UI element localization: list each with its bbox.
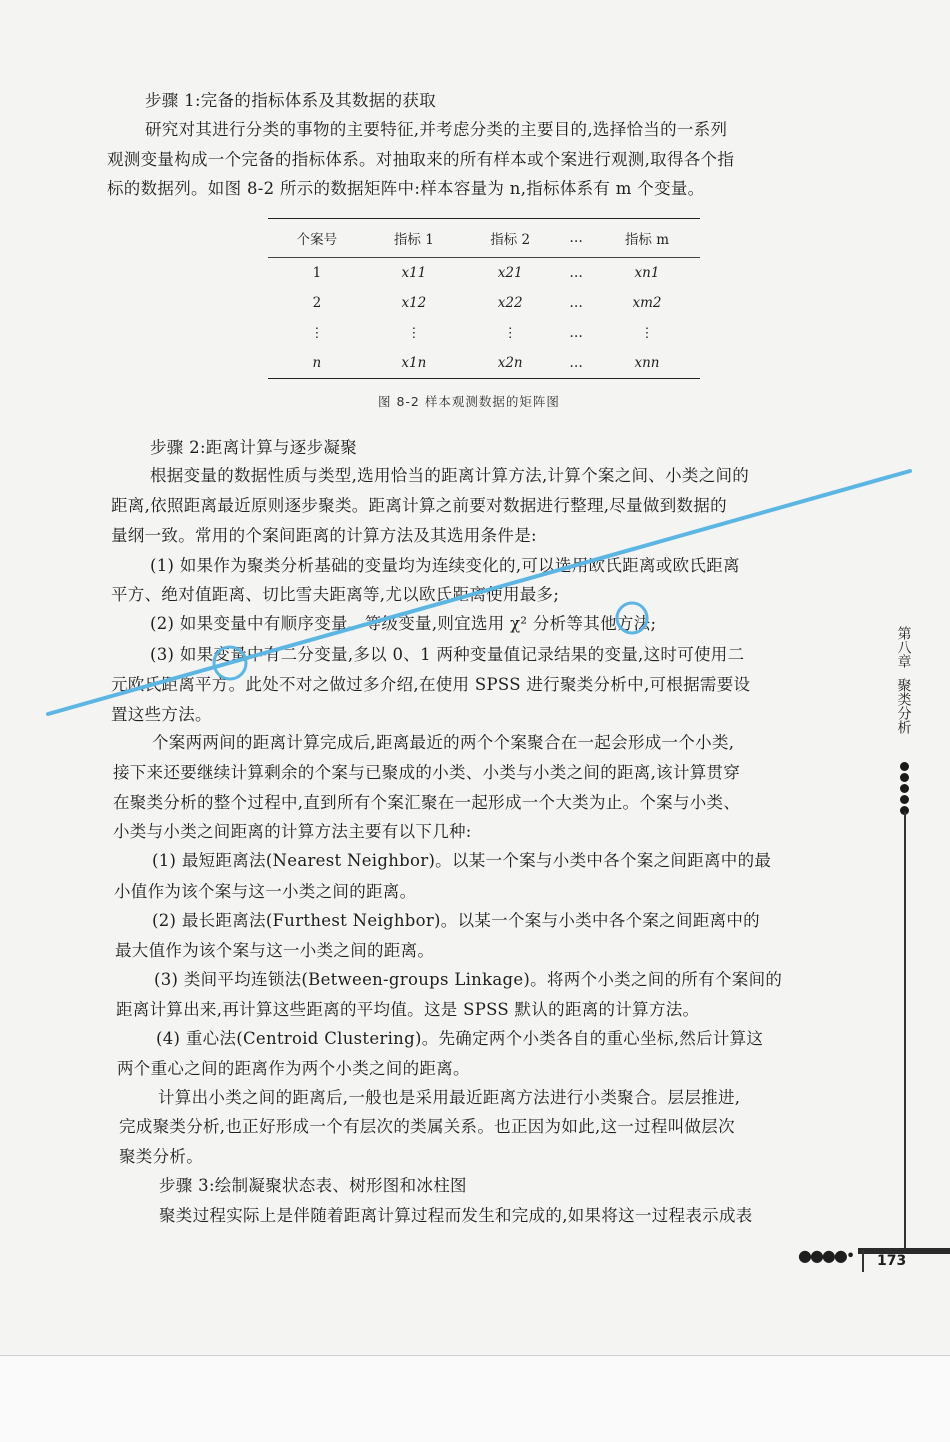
paragraph-line: 个案两两间的距离计算完成后,距离最近的两个个案聚合在一起会形成一个小类, [152, 733, 735, 752]
paragraph-line: (4) 重心法(Centroid Clustering)。先确定两个小类各自的重心坐标,然后计算这 [156, 1029, 764, 1048]
annotation-line [48, 471, 910, 714]
paragraph-line: 小类与小类之间距离的计算方法主要有以下几种: [113, 822, 472, 841]
paragraph-line: 完成聚类分析,也正好形成一个有层次的类属关系。也正因为如此,这一过程叫做层次 [119, 1117, 735, 1136]
table-cell: xnn [594, 348, 700, 379]
paragraph-line: 距离计算出来,再计算这些距离的平均值。这是 SPSS 默认的距离的计算方法。 [116, 1000, 700, 1019]
table-cell: ⋮ [407, 325, 421, 341]
table-cell: x21 [497, 265, 523, 281]
paragraph-line: 计算出小类之间的距离后,一般也是采用最近距离方法进行小类聚合。层层推进, [158, 1088, 741, 1107]
table-cell: x12 [401, 295, 427, 311]
step3-heading: 步骤 3:绘制凝聚状态表、树形图和冰柱图 [159, 1176, 467, 1195]
table-cell: 2 [312, 295, 322, 311]
paragraph-line: 两个重心之间的距离作为两个小类之间的距离。 [117, 1059, 470, 1078]
paragraph-line: 置这些方法。 [111, 705, 212, 724]
chapter-label: 第八章 [895, 626, 912, 668]
paragraph-line: 平方、绝对值距离、切比雪夫距离等,尤以欧氏距离使用最多; [111, 585, 560, 604]
paragraph-line: 在聚类分析的整个过程中,直到所有个案汇聚在一起形成一个大类为止。个案与小类、 [113, 793, 741, 812]
figure-caption: 图 8-2 样本观测数据的矩阵图 [378, 394, 560, 409]
footer-dots-decoration: ●●●●• [798, 1246, 854, 1265]
table-header-cell: 指标 m [594, 219, 700, 258]
paragraph-line: (3) 如果变量中有二分变量,多以 0、1 两种变量值记录结果的变量,这时可使用二 [150, 645, 745, 664]
paragraph-line: (2) 最长距离法(Furthest Neighbor)。以某一个案与小类中各个案之间距离中的 [152, 911, 760, 930]
paragraph-line: 小值作为该个案与这一小类之间的距离。 [114, 882, 417, 901]
table-header-cell: 个案号 [268, 219, 366, 258]
table-cell: xn1 [634, 265, 660, 281]
paragraph-line: 最大值作为该个案与这一小类之间的距离。 [115, 941, 435, 960]
table-cell: x1n [366, 348, 462, 379]
chapter-title: 聚类分析 [895, 678, 912, 734]
table-cell: xm2 [632, 295, 662, 311]
table-cell: … [569, 265, 583, 281]
step1-heading: 步骤 1:完备的指标体系及其数据的获取 [145, 91, 437, 110]
paragraph-line: 观测变量构成一个完备的指标体系。对抽取来的所有样本或个案进行观测,取得各个指 [107, 150, 735, 169]
step2-heading: 步骤 2:距离计算与逐步凝聚 [150, 438, 358, 457]
table-header-cell: 指标 1 [366, 219, 462, 258]
table-cell: ⋮ [640, 325, 654, 341]
paragraph-line: 距离,依照距离最近原则逐步聚类。距离计算之前要对数据进行整理,尽量做到数据的 [111, 496, 727, 515]
table-cell: x2n [462, 348, 558, 379]
table-header-cell: … [558, 219, 594, 258]
table-cell: x11 [401, 265, 427, 281]
page-number: 173 [877, 1253, 907, 1269]
paragraph-line: 根据变量的数据性质与类型,选用恰当的距离计算方法,计算个案之间、小类之间的 [150, 466, 750, 485]
table-cell: … [569, 295, 583, 311]
paragraph-line: 接下来还要继续计算剩余的个案与已聚成的小类、小类与小类之间的距离,该计算贯穿 [113, 763, 741, 782]
paragraph-line: (3) 类间平均连锁法(Between-groups Linkage)。将两个小类之间的所有个案间的 [154, 970, 783, 989]
paragraph-line: 量纲一致。常用的个案间距离的计算方法及其选用条件是: [111, 526, 537, 545]
paragraph-line: (2) 如果变量中有顺序变量、等级变量,则宜选用 χ² 分析等其他方法; [150, 614, 657, 633]
table-cell: ⋮ [503, 325, 517, 341]
paragraph-line: (1) 最短距离法(Nearest Neighbor)。以某一个案与小类中各个案之间距离中的最 [152, 851, 772, 870]
table-cell: … [569, 325, 583, 341]
paragraph-line: 元欧氏距离平方。此处不对之做过多介绍,在使用 SPSS 进行聚类分析中,可根据需要设 [111, 675, 751, 694]
table-cell: x22 [497, 295, 523, 311]
paragraph-line: 聚类过程实际上是伴随着距离计算过程而发生和完成的,如果将这一过程表示成表 [159, 1206, 753, 1225]
table-cell: … [558, 348, 594, 379]
table-cell: 1 [312, 265, 322, 281]
table-cell: ⋮ [310, 325, 324, 341]
paragraph-line: (1) 如果作为聚类分析基础的变量均为连续变化的,可以选用欧氏距离或欧氏距离 [150, 556, 740, 575]
table-cell: n [268, 348, 366, 379]
annotation-circle [617, 603, 647, 633]
paragraph-line: 标的数据列。如图 8-2 所示的数据矩阵中:样本容量为 n,指标体系有 m 个变量。 [107, 179, 705, 198]
table-header-cell: 指标 2 [462, 219, 558, 258]
paragraph-line: 研究对其进行分类的事物的主要特征,并考虑分类的主要目的,选择恰当的一系列 [145, 120, 728, 139]
paragraph-line: 聚类分析。 [119, 1147, 203, 1166]
